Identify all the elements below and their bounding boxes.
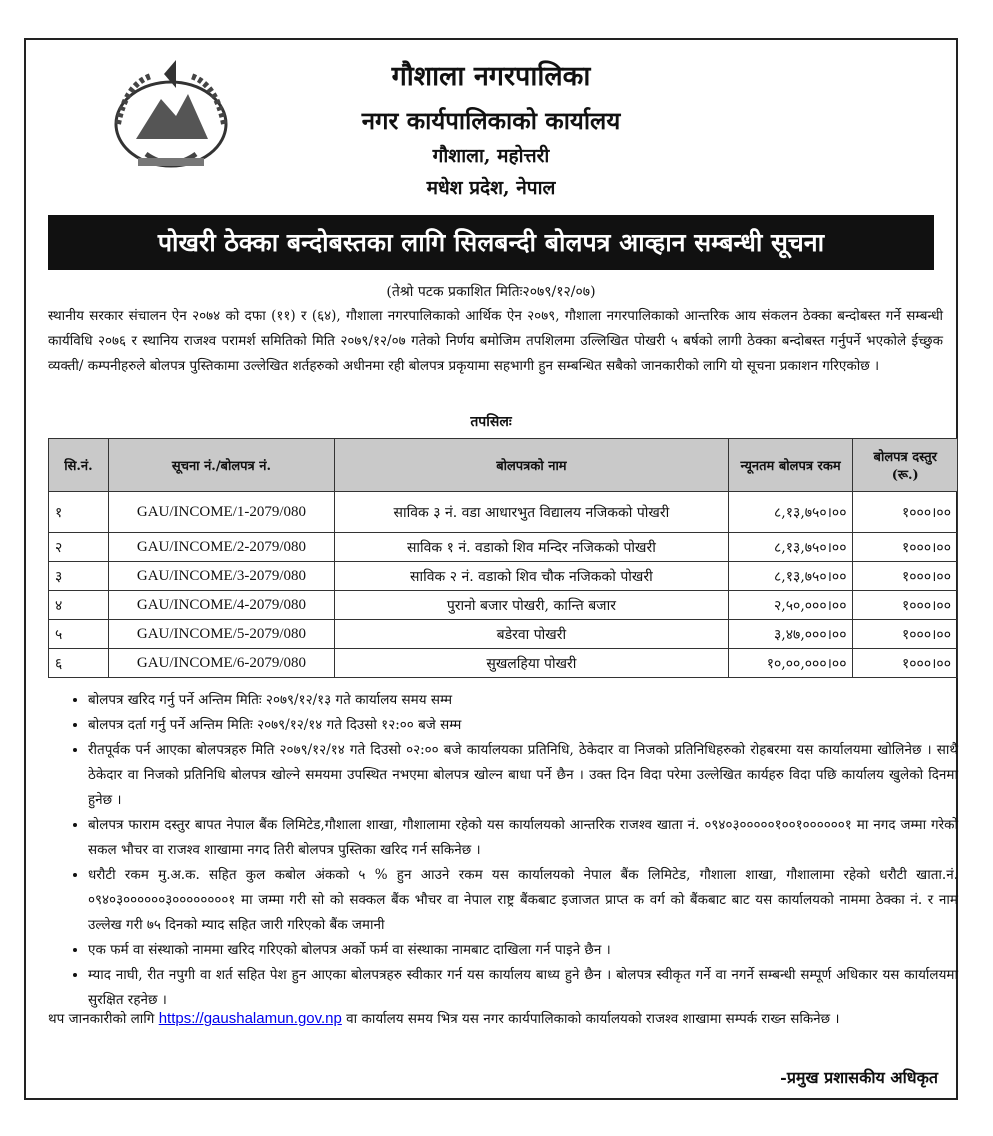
cell-fee: १०००।०० [853, 562, 958, 591]
table-row [49, 492, 958, 533]
municipality-name: गौशाला नगरपालिका [391, 61, 591, 92]
office-location: गौशाला, महोत्तरी [432, 145, 550, 167]
cell-fee: १०००।०० [853, 492, 958, 533]
tender-table [48, 438, 958, 678]
table-row [49, 591, 958, 620]
cell-min-amount: ३,४७,०००।०० [728, 620, 853, 649]
cell-serial: ६ [49, 649, 109, 678]
office-name: नगर कार्यपालिकाको कार्यालय [361, 106, 621, 135]
contact-info [48, 1006, 958, 1032]
cell-serial: २ [49, 533, 109, 562]
table-header-row [49, 439, 958, 492]
list-item: • बोलपत्र खरिद गर्नु पर्ने अन्तिम मितिः २०७९/१२/१३ गते कार्यालय समय सम्म [88, 688, 958, 713]
cell-notice-number: GAU/INCOME/6-2079/080 [108, 649, 334, 678]
cell-tender-name: साविक १ नं. वडाको शिव मन्दिर नजिकको पोखरी [335, 533, 729, 562]
cell-tender-name: सुखलहिया पोखरी [335, 649, 729, 678]
cell-notice-number: GAU/INCOME/3-2079/080 [108, 562, 334, 591]
list-item: • धरौटी रकम मु.अ.क. सहित कुल कबोल अंकको ५ % हुन आउने रकम यस कार्यालयको नेपाल बैंक लिमिटेड, गौशाला शाखा, गौशालामा रहेको धरौटी खाता.नं. ०९४०३००००००३००००००००१ मा जम्मा गरी सो को सक्कल बैंक भौचर वा नेपाल राष्ट्र बैंकबाट इजाजत प्राप्त क वर्ग को बैंकबाट बाट यस कार्यालयको नाममा ठेक्का नं. र नाम उल्लेख गरी ७५ दिनको म्याद सहित जारी गरिएको बैंक जमानी [88, 863, 958, 938]
publication-date: (तेश्रो पटक प्रकाशित मितिः२०७९/१२/०७) [386, 284, 596, 300]
intro-paragraph: स्थानीय सरकार संचालन ऐन २०७४ को दफा (११) र (६४), गौशाला नगरपालिकाको आर्थिक ऐन २०७९, गौशाला नगरपालिकाको आन्तरिक आय संकलन ठेक्का बन्दोबस्त गर्ने सम्बन्धी कार्यविधि २०७६ र स्थानिय राजश्व परामर्श समितिको मिति २०७९/१२/०७ गतेको निर्णय बमोजिम तपशिलमा उल्लिखित पोखरी ५ बर्षको लागी ठेक्का बन्दोबस्त गर्नुपर्ने भएकोले ईच्छुक व्यक्ती/ कम्पनीहरुले बोलपत्र पुस्तिकामा उल्लेखित शर्तहरुको अधीनमा रही बोलपत्र प्रकृयामा सहभागी हुन सम्बन्धित सबैको जानकारीको लागि यो सूचना प्रकाशन गरिएकोछ । [48, 308, 943, 374]
list-item: • बोलपत्र दर्ता गर्नु पर्ने अन्तिम मितिः २०७९/१२/१४ गते दिउसो १२:०० बजे सम्म [88, 713, 958, 738]
cell-min-amount: ८,१३,७५०।०० [728, 492, 853, 533]
cell-notice-number: GAU/INCOME/2-2079/080 [108, 533, 334, 562]
province-country: मधेश प्रदेश, नेपाल [426, 177, 556, 199]
list-item: • रीतपूर्वक पर्न आएका बोलपत्रहरु मिति २०७९/१२/१४ गते दिउसो ०२:०० बजे कार्यालयका प्रतिनिधि, ठेकेदार वा निजको प्रतिनिधिहरुको रोहबरमा यस कार्यालयमा खोलिनेछ । साथै ठेकेदार वा निजको प्रतिनिधि बोलपत्र खोल्ने समयमा उपस्थित नभएमा बोलपत्र खोल्न बाधा पर्ने छैन । उक्त दिन विदा परेमा उल्लेखित कार्यहरु विदा पछि कार्यालय खुलेको दिनमा हुनेछ । [88, 738, 958, 813]
cell-serial: ५ [49, 620, 109, 649]
table-row [49, 620, 958, 649]
cell-serial: १ [49, 492, 109, 533]
list-item: • म्याद नाघी, रीत नपुगी वा शर्त सहित पेश हुन आएका बोलपत्रहरु स्वीकार गर्न यस कार्यालय बाध्य हुने छैन । बोलपत्र स्वीकृत गर्ने वा नगर्ने सम्बन्धी सम्पूर्ण अधिकार यस कार्यालयमा सुरक्षित रहनेछ । [88, 963, 958, 1013]
header-fee: बोलपत्र दस्तुर (रू.) [853, 439, 958, 492]
cell-fee: १०००।०० [853, 533, 958, 562]
cell-tender-name: पुरानो बजार पोखरी, कान्ति बजार [335, 591, 729, 620]
header-serial: सि.नं. [49, 439, 109, 492]
notice-title: पोखरी ठेक्का बन्दोबस्तका लागि सिलबन्दी बोलपत्र आव्हान सम्बन्धी सूचना [48, 215, 934, 270]
contact-text-before: थप जानकारीको लागि [48, 1011, 155, 1027]
cell-tender-name: साविक ३ नं. वडा आधारभुत विद्यालय नजिकको पोखरी [335, 492, 729, 533]
list-item: • बोलपत्र फाराम दस्तुर बापत नेपाल बैंक लिमिटेड,गौशाला शाखा, गौशालामा रहेको यस कार्यालयको आन्तरिक राजश्व खाता नं. ०९४०३०००००१००१००००००१ मा नगद जम्मा गरेको सकल भौचर वा राजश्व शाखामा नगद तिरी बोलपत्र पुस्तिका खरिद गर्न सकिनेछ । [88, 813, 958, 863]
details-heading: तपसिलः [470, 414, 512, 430]
cell-serial: ३ [49, 562, 109, 591]
header-min-amount: न्यूनतम बोलपत्र रकम [728, 439, 853, 492]
nepal-emblem-icon [106, 54, 236, 179]
cell-min-amount: १०,००,०००।०० [728, 649, 853, 678]
header-notice-number: सूचना नं./बोलपत्र नं. [108, 439, 334, 492]
cell-tender-name: साविक २ नं. वडाको शिव चौक नजिकको पोखरी [335, 562, 729, 591]
signature: -प्रमुख प्रशासकीय अधिकृत [780, 1068, 938, 1087]
cell-min-amount: ८,१३,७५०।०० [728, 533, 853, 562]
cell-min-amount: ८,१३,७५०।०० [728, 562, 853, 591]
cell-min-amount: २,५०,०००।०० [728, 591, 853, 620]
cell-notice-number: GAU/INCOME/4-2079/080 [108, 591, 334, 620]
cell-serial: ४ [49, 591, 109, 620]
table-row [49, 562, 958, 591]
table-row [49, 649, 958, 678]
table-row [49, 533, 958, 562]
cell-notice-number: GAU/INCOME/5-2079/080 [108, 620, 334, 649]
cell-fee: १०००।०० [853, 649, 958, 678]
notice-frame [24, 38, 958, 1100]
cell-notice-number: GAU/INCOME/1-2079/080 [108, 492, 334, 533]
cell-fee: १०००।०० [853, 591, 958, 620]
cell-tender-name: बडेरवा पोखरी [335, 620, 729, 649]
website-link[interactable]: https://gaushalamun.gov.np [158, 1010, 342, 1027]
cell-fee: १०००।०० [853, 620, 958, 649]
header-tender-name: बोलपत्रको नाम [335, 439, 729, 492]
list-item: • एक फर्म वा संस्थाको नाममा खरिद गरिएको बोलपत्र अर्को फर्म वा संस्थाका नामबाट दाखिला गर्न पाइने छैन । [88, 938, 958, 963]
conditions-list [48, 688, 958, 1013]
contact-text-after: वा कार्यालय समय भित्र यस नगर कार्यपालिकाको कार्यालयको राजश्व शाखामा सम्पर्क राख्न सकिनेछ । [346, 1011, 840, 1027]
